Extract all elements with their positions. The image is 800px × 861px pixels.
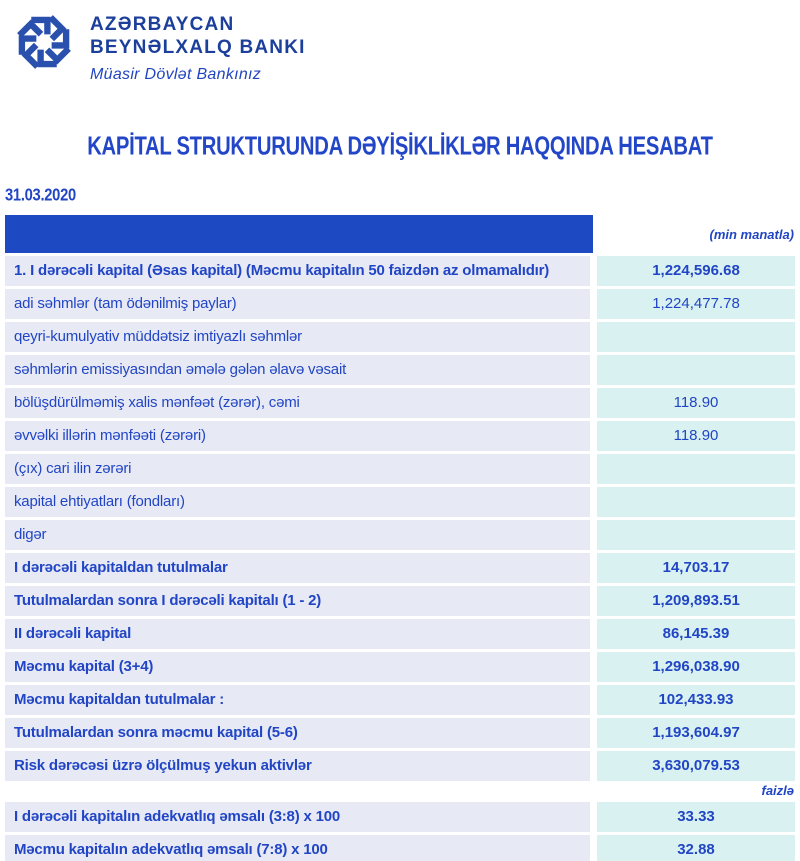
row-label: (çıx) cari ilin zərəri xyxy=(5,454,590,484)
capital-structure-table xyxy=(5,215,795,861)
row-label: Risk dərəcəsi üzrə ölçülmuş yekun aktivlər xyxy=(5,751,590,781)
row-value: 1,209,893.51 xyxy=(597,586,795,616)
row-value: 3,630,079.53 xyxy=(597,751,795,781)
table-row xyxy=(5,802,795,832)
row-value: 33.33 xyxy=(597,802,795,832)
bank-logo-icon xyxy=(10,8,78,76)
bank-name-block xyxy=(90,8,306,84)
table-row xyxy=(5,487,795,517)
row-label: kapital ehtiyatları (fondları) xyxy=(5,487,590,517)
row-value: 1,224,477.78 xyxy=(597,289,795,319)
row-label: Məcmu kapital (3+4) xyxy=(5,652,590,682)
table-row xyxy=(5,454,795,484)
table-row xyxy=(5,421,795,451)
row-label: Tutulmalardan sonra məcmu kapital (5-6) xyxy=(5,718,590,748)
row-value xyxy=(597,454,795,484)
report-date: 31.03.2020 xyxy=(5,186,76,205)
row-value: 1,224,596.68 xyxy=(597,256,795,286)
row-value: 32.88 xyxy=(597,835,795,861)
row-label: Məcmu kapitalın adekvatlıq əmsalı (7:8) x 100 xyxy=(5,835,590,861)
table-row xyxy=(5,718,795,748)
table-row xyxy=(5,388,795,418)
row-label: səhmlərin emissiyasından əmələ gələn əlavə vəsait xyxy=(5,355,590,385)
table-row xyxy=(5,835,795,861)
table-row xyxy=(5,322,795,352)
row-label: Tutulmalardan sonra I dərəcəli kapitalı (1 - 2) xyxy=(5,586,590,616)
table-row xyxy=(5,520,795,550)
bank-brand-header xyxy=(10,8,306,84)
row-value xyxy=(597,322,795,352)
bank-name-line2: BEYNƏLXALQ BANKI xyxy=(90,37,306,58)
table-header-row xyxy=(5,215,795,253)
row-value: 118.90 xyxy=(597,388,795,418)
bank-name-line1: AZƏRBAYCAN xyxy=(90,14,235,35)
row-label: 1. I dərəcəli kapital (Əsas kapital) (Məcmu kapitalın 50 faizdən az olmamalıdır) xyxy=(5,256,590,286)
row-value xyxy=(597,355,795,385)
bank-tagline: Müasir Dövlət Bankınız xyxy=(90,66,262,83)
units-note: (min manatla) xyxy=(709,226,794,242)
table-row xyxy=(5,553,795,583)
table-header-bar xyxy=(5,215,593,253)
row-value xyxy=(597,520,795,550)
row-label: bölüşdürülməmiş xalis mənfəət (zərər), cəmi xyxy=(5,388,590,418)
table-row xyxy=(5,355,795,385)
row-value: 102,433.93 xyxy=(597,685,795,715)
row-label: adi səhmlər (tam ödənilmiş paylar) xyxy=(5,289,590,319)
row-label: II dərəcəli kapital xyxy=(5,619,590,649)
capital-rows xyxy=(5,256,795,781)
row-value: 1,193,604.97 xyxy=(597,718,795,748)
row-value: 14,703.17 xyxy=(597,553,795,583)
row-label: qeyri-kumulyativ müddətsiz imtiyazlı səhmlər xyxy=(5,322,590,352)
row-value: 118.90 xyxy=(597,421,795,451)
row-value xyxy=(597,487,795,517)
row-label: I dərəcəli kapitalın adekvatlıq əmsalı (3:8) x 100 xyxy=(5,802,590,832)
table-row xyxy=(5,685,795,715)
row-label: Məcmu kapitaldan tutulmalar : xyxy=(5,685,590,715)
row-label: I dərəcəli kapitaldan tutulmalar xyxy=(5,553,590,583)
page-title: KAPİTAL STRUKTURUNDA DƏYİŞİKLİKLƏR HAQQINDA HESABAT xyxy=(87,130,713,161)
row-label: digər xyxy=(5,520,590,550)
adequacy-ratio-rows xyxy=(5,802,795,861)
table-row xyxy=(5,652,795,682)
percent-units-note: faizlə xyxy=(761,783,794,798)
table-row xyxy=(5,751,795,781)
table-row xyxy=(5,586,795,616)
table-row xyxy=(5,256,795,286)
table-row xyxy=(5,619,795,649)
row-label: əvvəlki illərin mənfəəti (zərəri) xyxy=(5,421,590,451)
table-row xyxy=(5,289,795,319)
row-value: 1,296,038.90 xyxy=(597,652,795,682)
row-value: 86,145.39 xyxy=(597,619,795,649)
